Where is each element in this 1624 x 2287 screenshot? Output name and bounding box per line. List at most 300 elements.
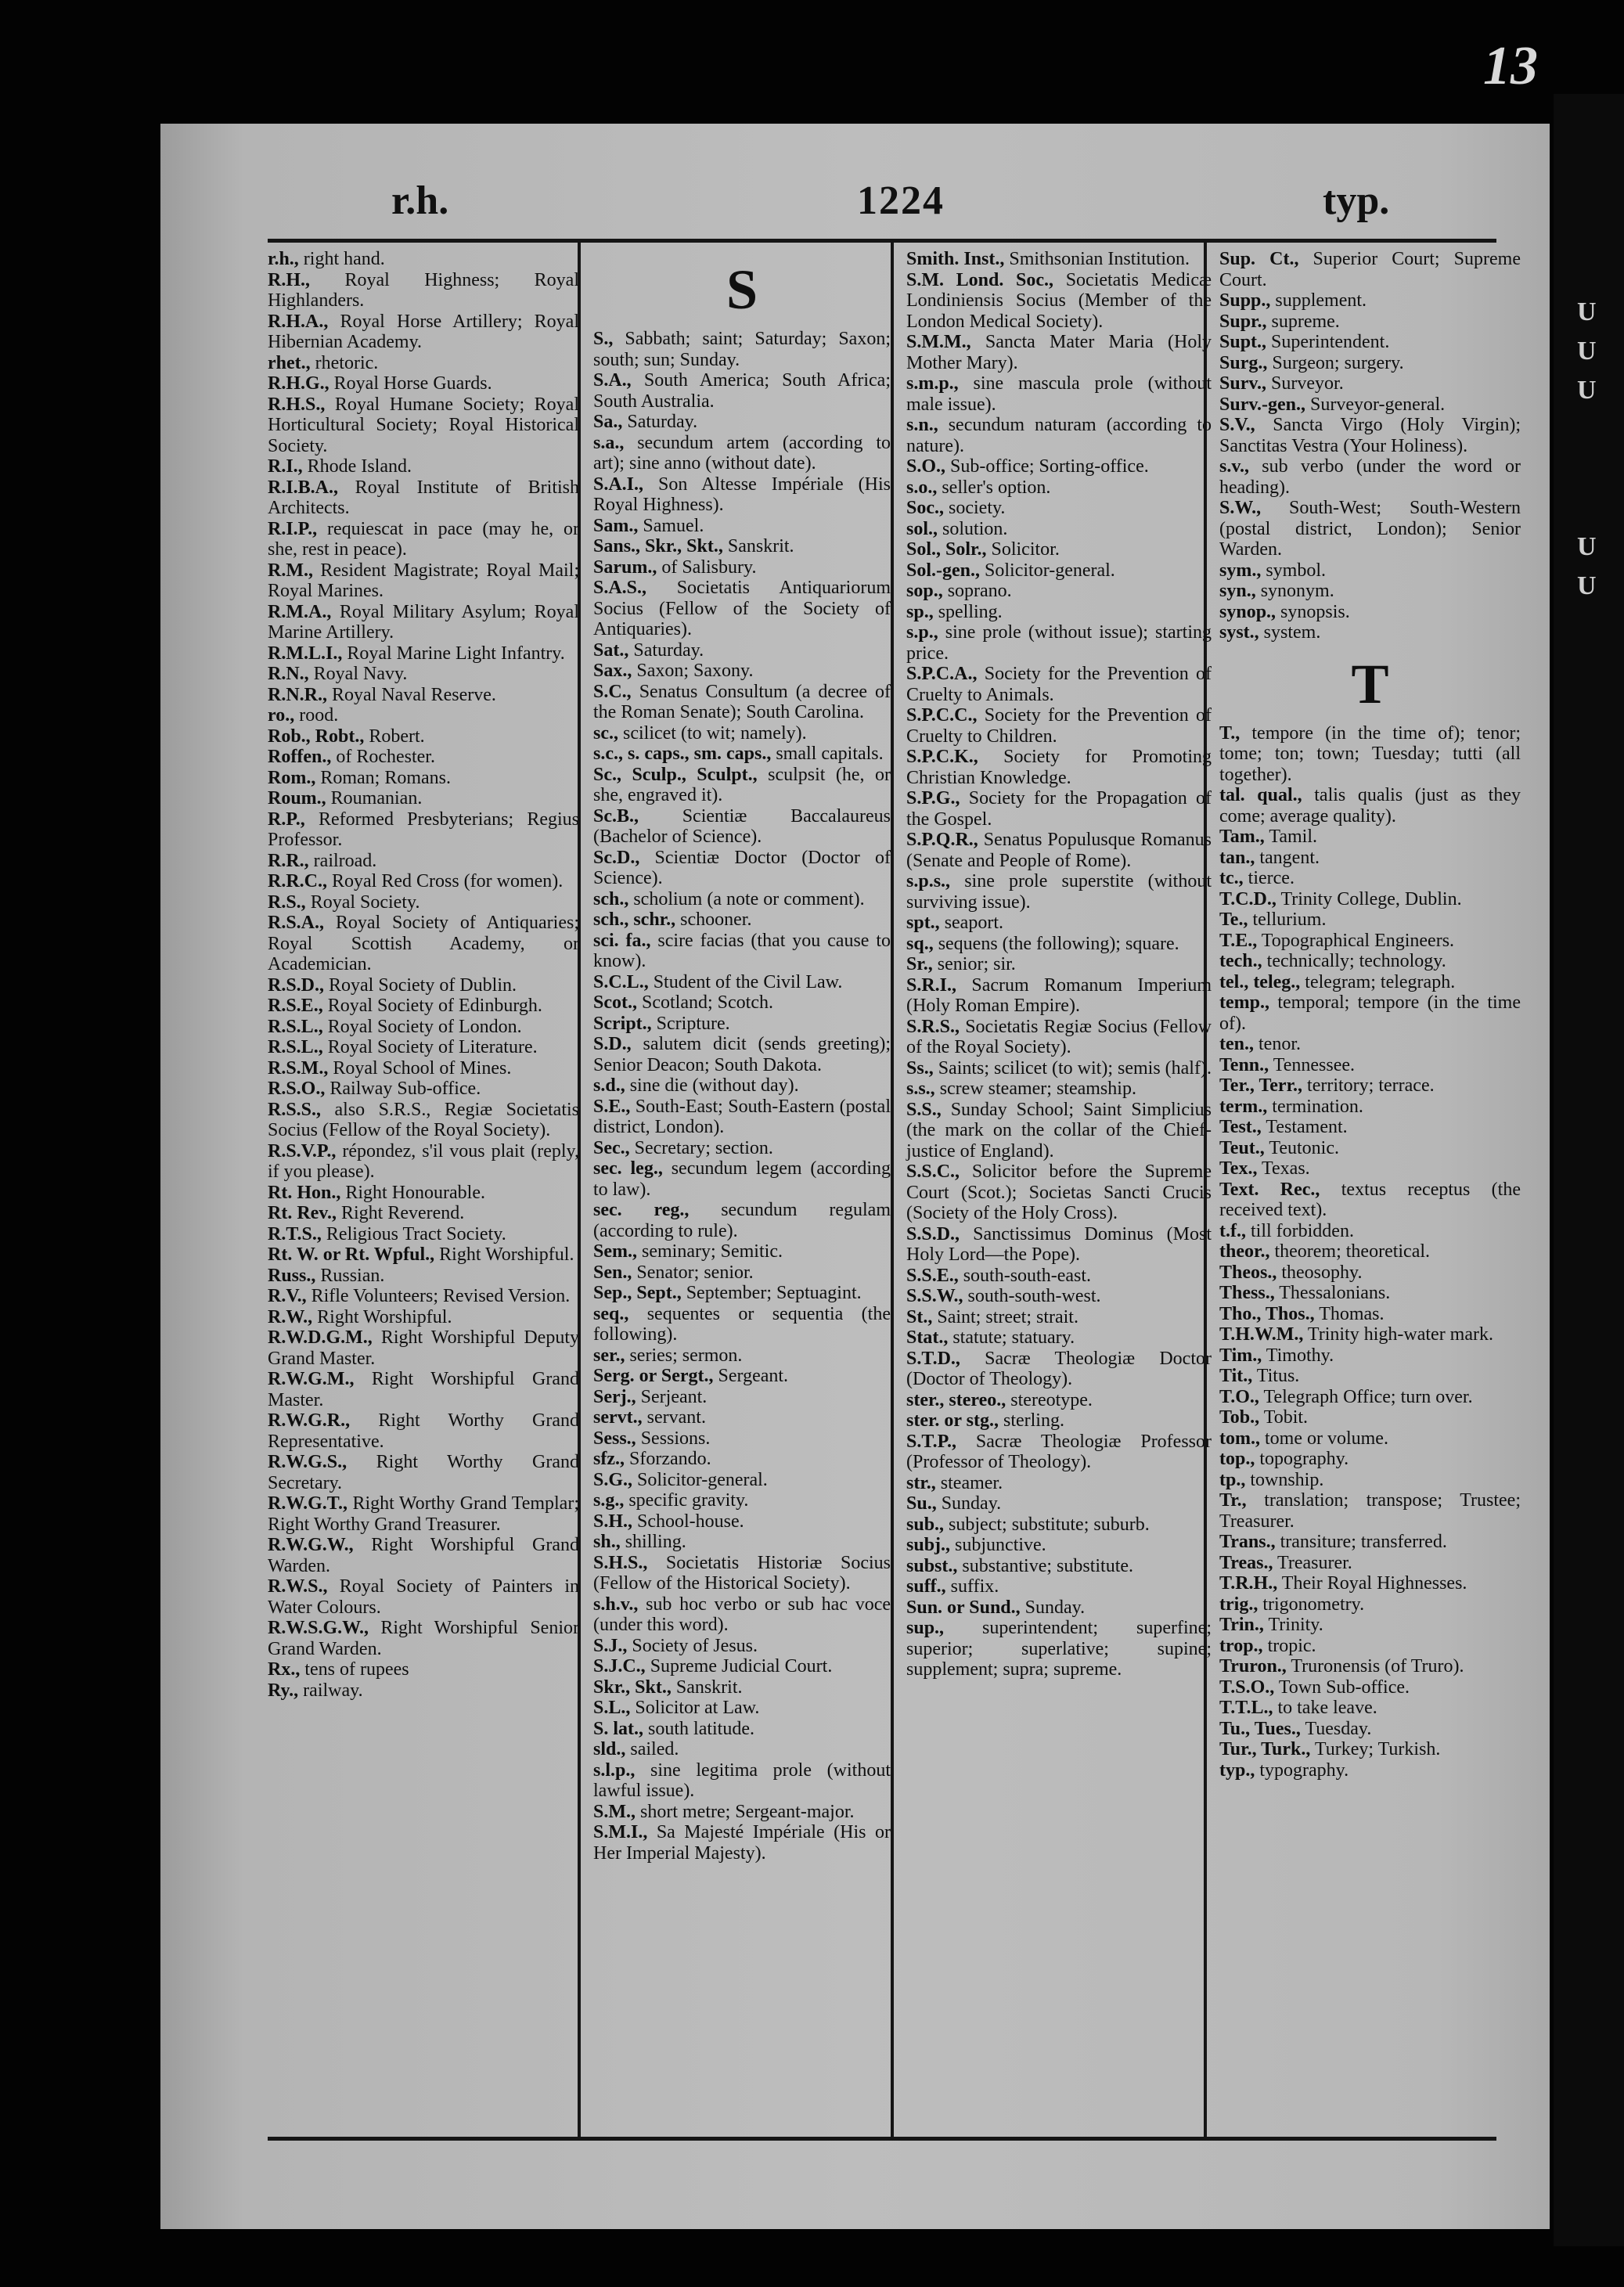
entry-definition: Treasurer.: [1273, 1552, 1352, 1573]
entry-headword: R.S.M.,: [268, 1057, 329, 1079]
entry-headword: St.,: [906, 1306, 933, 1327]
entry-headword: R.S.L.,: [268, 1037, 323, 1057]
entry-headword: S.T.D.,: [906, 1348, 960, 1369]
entry-headword: Truron.,: [1219, 1656, 1287, 1677]
entry-headword: Trans.,: [1219, 1532, 1276, 1552]
dictionary-entry: [268, 871, 579, 892]
entry-definition: schooner.: [675, 909, 752, 930]
entry-definition: sequentes or sequentia (the following).: [593, 1303, 891, 1345]
entry-definition: trigonometry.: [1258, 1594, 1365, 1615]
dictionary-entry: [593, 992, 891, 1014]
entry-definition: Roumanian.: [326, 788, 423, 809]
entry-headword: R.R.C.,: [268, 871, 327, 891]
entry-definition: Right Worshipful.: [312, 1306, 452, 1327]
entry-definition: Surgeon; surgery.: [1267, 352, 1404, 373]
entry-headword: R.S.L.,: [268, 1016, 323, 1037]
entry-definition: seller's option.: [937, 477, 1051, 498]
entry-definition: Right Reverend.: [336, 1203, 465, 1223]
dictionary-entry: [593, 1034, 891, 1075]
dictionary-entry: [906, 1493, 1212, 1514]
edge-letter: U: [1577, 571, 1597, 600]
dictionary-entry: [593, 1822, 891, 1864]
dictionary-entry: [268, 270, 579, 312]
entry-definition: soprano.: [942, 581, 1012, 601]
entry-definition: Societatis Regiæ Socius (Fellow of the Royal Society).: [906, 1016, 1212, 1057]
entry-headword: S.C.,: [593, 681, 632, 702]
dictionary-entry: [593, 433, 891, 474]
dictionary-entry: [593, 1387, 891, 1408]
dictionary-entry: [906, 705, 1212, 747]
entry-headword: S.J.C.,: [593, 1656, 646, 1677]
entry-definition: rood.: [294, 705, 339, 726]
entry-definition: substantive; substitute.: [957, 1555, 1134, 1576]
dictionary-entry: [906, 519, 1212, 540]
entry-definition: Town Sub-office.: [1274, 1677, 1410, 1698]
entry-headword: Tho., Thos.,: [1219, 1303, 1315, 1324]
dictionary-entry: [906, 539, 1212, 560]
dictionary-entry: [1219, 1117, 1521, 1138]
dictionary-entry: [1219, 931, 1521, 952]
entry-headword: S.S.,: [906, 1099, 942, 1120]
entry-definition: Thessalonians.: [1274, 1283, 1391, 1303]
edge-letter: U: [1577, 337, 1597, 366]
entry-definition: Scientiæ Doctor (Doctor of Science).: [593, 847, 891, 888]
dictionary-entry: [906, 1327, 1212, 1349]
entry-headword: S.G.,: [593, 1469, 633, 1490]
entry-definition: sine die (without day).: [625, 1075, 799, 1096]
dictionary-entry: [1219, 1304, 1521, 1325]
entry-definition: Saturday.: [622, 412, 698, 432]
entry-definition: Solicitor.: [986, 539, 1060, 560]
dictionary-entry: [1219, 1387, 1521, 1408]
entry-definition: telegram; telegraph.: [1300, 971, 1456, 992]
entry-definition: Trinity high-water mark.: [1303, 1324, 1493, 1345]
entry-headword: Sun. or Sund.,: [906, 1597, 1021, 1618]
entry-definition: Scientiæ Baccalaureus (Bachelor of Science).: [593, 805, 891, 847]
dictionary-entry: [906, 1410, 1212, 1432]
entry-definition: Sub-office; Sorting-office.: [945, 456, 1149, 477]
dictionary-entry: [268, 1410, 579, 1452]
entry-definition: Right Worshipful Deputy Grand Master.: [268, 1327, 579, 1369]
entry-definition: Superior Court; Supreme Court.: [1219, 249, 1521, 290]
dictionary-entry: [906, 1556, 1212, 1577]
entry-definition: short metre; Sergeant-major.: [636, 1801, 855, 1822]
entry-definition: Royal Society of Antiquaries; Royal Scottish Academy, or Academician.: [268, 913, 579, 974]
dictionary-entry: [268, 1286, 579, 1307]
dictionary-entry: [268, 1100, 579, 1141]
entry-definition: Telegraph Office; turn over.: [1259, 1386, 1473, 1407]
header-right-guideword: typ.: [1323, 178, 1390, 223]
dictionary-entry: [268, 768, 579, 789]
entry-definition: Titus.: [1252, 1366, 1300, 1386]
entry-definition: Truronensis (of Truro).: [1286, 1656, 1464, 1677]
entry-headword: s.m.p.,: [906, 373, 959, 394]
dictionary-entry: [906, 1432, 1212, 1473]
entry-headword: Rt. Rev.,: [268, 1203, 337, 1223]
entry-definition: Right Worshipful Senior Grand Warden.: [268, 1618, 579, 1659]
entry-headword: s.a.,: [593, 432, 625, 453]
entry-headword: rhet.,: [268, 352, 311, 373]
entry-definition: Royal Red Cross (for women).: [327, 871, 564, 891]
entry-definition: screw steamer; steamship.: [934, 1079, 1136, 1099]
entry-definition: Resident Magistrate; Royal Mail; Royal Marines.: [268, 560, 579, 601]
dictionary-entry: [593, 1262, 891, 1284]
entry-definition: Supreme Judicial Court.: [645, 1656, 833, 1677]
entry-headword: S.H.S.,: [593, 1552, 648, 1573]
entry-headword: R.V.,: [268, 1286, 307, 1306]
edge-letter: U: [1577, 376, 1597, 405]
entry-headword: Sr.,: [906, 954, 933, 974]
dictionary-entry: [268, 1244, 579, 1266]
dictionary-entry: [906, 1576, 1212, 1597]
entry-headword: Tr.,: [1219, 1490, 1247, 1511]
entry-definition: Royal Society of Edinburgh.: [322, 996, 542, 1016]
entry-headword: ten.,: [1219, 1034, 1254, 1054]
entry-headword: Sem.,: [593, 1241, 637, 1262]
entry-definition: Sunday.: [1020, 1597, 1086, 1618]
dictionary-entry: [268, 664, 579, 685]
dictionary-entry: [593, 1428, 891, 1450]
entry-headword: R.R.,: [268, 850, 309, 871]
dictionary-entry: [268, 477, 579, 519]
entry-headword: Supp.,: [1219, 290, 1271, 311]
entry-headword: S.T.P.,: [906, 1431, 957, 1452]
dictionary-entry: [1219, 1055, 1521, 1076]
dictionary-entry: [906, 788, 1212, 830]
entry-headword: Stat.,: [906, 1327, 949, 1348]
entry-definition: sequens (the following); square.: [933, 933, 1179, 954]
entry-headword: S.,: [593, 329, 614, 349]
dictionary-entry: [906, 1473, 1212, 1494]
dictionary-entry: [268, 685, 579, 706]
entry-headword: R.S.S.,: [268, 1099, 322, 1120]
entry-definition: to take leave.: [1273, 1698, 1377, 1718]
column-2: [593, 249, 891, 1864]
entry-headword: R.H.,: [268, 269, 310, 290]
entry-definition: translation; transpose; Trustee; Treasurer.: [1219, 1490, 1521, 1532]
dictionary-entry: [906, 477, 1212, 499]
entry-definition: Society for Promoting Christian Knowledge.: [906, 747, 1212, 788]
entry-headword: Sec.,: [593, 1137, 630, 1158]
entry-headword: Rob., Robt.,: [268, 726, 365, 747]
dictionary-entry: [593, 1656, 891, 1677]
entry-headword: Soc.,: [906, 498, 944, 518]
dictionary-entry: [268, 1203, 579, 1224]
entry-definition: sub hoc verbo or sub hac voce (under this word).: [593, 1594, 891, 1635]
dictionary-entry: [268, 1452, 579, 1493]
dictionary-entry: [1219, 560, 1521, 582]
entry-headword: theor.,: [1219, 1241, 1270, 1262]
dictionary-entry: [906, 456, 1212, 477]
entry-definition: scholium (a note or comment).: [628, 888, 865, 909]
column-3: [906, 249, 1212, 1680]
entry-definition: railroad.: [308, 850, 377, 871]
dictionary-entry: [268, 788, 579, 809]
entry-definition: Sanskrit.: [671, 1677, 743, 1698]
dictionary-entry: [906, 975, 1212, 1017]
entry-definition: Royal Society of London.: [322, 1016, 522, 1037]
entry-definition: Senator; senior.: [632, 1262, 754, 1283]
entry-headword: Sup. Ct.,: [1219, 249, 1299, 269]
entry-headword: R.T.S.,: [268, 1223, 322, 1244]
entry-definition: Sacrum Romanum Imperium (Holy Roman Empire).: [906, 974, 1212, 1016]
dictionary-entry: [1219, 1324, 1521, 1345]
entry-definition: Societatis Medicæ Londiniensis Socius (Member of the London Medical Society).: [906, 269, 1212, 332]
entry-headword: R.W.G.R.,: [268, 1410, 351, 1431]
corner-mark: 13: [1483, 36, 1538, 96]
entry-definition: sailed.: [625, 1739, 679, 1759]
entry-headword: S. lat.,: [593, 1718, 644, 1739]
column-4: [1219, 249, 1521, 1781]
column-1: [268, 249, 579, 1701]
dictionary-entry: [906, 498, 1212, 519]
entry-headword: sch.,: [593, 888, 629, 909]
entry-headword: tan.,: [1219, 847, 1255, 868]
entry-definition: Solicitor before the Supreme Court (Scot.); Societas Sancti Crucis (Society of the Holy Cross).: [906, 1162, 1212, 1223]
entry-definition: sine prole (without issue); starting price.: [906, 622, 1212, 664]
dictionary-entry: [593, 1532, 891, 1553]
entry-headword: Tex.,: [1219, 1158, 1258, 1179]
entry-definition: secundum naturam (according to nature).: [906, 415, 1212, 456]
dictionary-entry: [268, 643, 579, 664]
dictionary-entry: [906, 270, 1212, 333]
entry-definition: supreme.: [1266, 311, 1340, 332]
dictionary-entry: [1219, 456, 1521, 498]
dictionary-entry: [268, 249, 579, 270]
dictionary-entry: [268, 975, 579, 996]
entry-headword: T.S.O.,: [1219, 1677, 1275, 1698]
entry-definition: secundum regulam (according to rule).: [593, 1200, 891, 1241]
dictionary-entry: [1219, 1262, 1521, 1284]
entry-definition: Secretary; section.: [629, 1137, 773, 1158]
dictionary-entry: [593, 1345, 891, 1367]
dictionary-entry: [593, 1241, 891, 1262]
dictionary-entry: [593, 1698, 891, 1719]
entry-headword: subst.,: [906, 1555, 958, 1576]
entry-definition: Russian.: [315, 1265, 385, 1286]
entry-definition: Societatis Antiquariorum Socius (Fellow of the Society of Antiquaries).: [593, 578, 891, 639]
dictionary-entry: [1219, 909, 1521, 931]
entry-headword: R.H.G.,: [268, 373, 329, 394]
entry-headword: Surv.-gen.,: [1219, 394, 1306, 415]
entry-definition: tens of rupees: [300, 1659, 409, 1680]
dictionary-entry: [906, 1514, 1212, 1536]
entry-headword: R.W.G.T.,: [268, 1493, 348, 1514]
footer-rule: [268, 2137, 1496, 2141]
dictionary-entry: [268, 705, 579, 726]
dictionary-entry: [1219, 1677, 1521, 1698]
dictionary-entry: [1219, 848, 1521, 869]
entry-definition: sine legitima prole (without lawful issue).: [593, 1759, 891, 1801]
entry-definition: Religious Tract Society.: [321, 1223, 506, 1244]
entry-headword: sfz.,: [593, 1449, 625, 1469]
dictionary-entry: [593, 1553, 891, 1594]
entry-definition: Tennessee.: [1269, 1054, 1355, 1075]
entry-headword: R.M.A.,: [268, 601, 332, 622]
entry-headword: R.P.,: [268, 809, 305, 830]
entry-definition: Royal Society.: [305, 891, 420, 913]
entry-definition: Right Worthy Grand Templar; Right Worthy Grand Treasurer.: [268, 1493, 579, 1535]
entry-headword: Sol.-gen.,: [906, 560, 981, 581]
entry-headword: Supt.,: [1219, 332, 1267, 352]
entry-definition: Sergeant.: [713, 1366, 789, 1386]
dictionary-entry: [906, 747, 1212, 788]
entry-headword: Sol., Solr.,: [906, 539, 987, 560]
entry-definition: right hand.: [298, 249, 385, 269]
entry-definition: territory; terrace.: [1302, 1075, 1435, 1096]
dictionary-entry: [593, 1470, 891, 1491]
dictionary-entry: [1219, 1532, 1521, 1553]
entry-definition: Superintendent.: [1266, 332, 1390, 352]
entry-headword: Smith. Inst.,: [906, 249, 1005, 269]
dictionary-entry: [906, 1100, 1212, 1162]
dictionary-entry: [268, 1576, 579, 1618]
entry-definition: Solicitor-general.: [632, 1469, 768, 1490]
entry-definition: Society of Jesus.: [627, 1635, 758, 1656]
dictionary-entry: [268, 892, 579, 913]
dictionary-entry: [268, 456, 579, 477]
dictionary-entry: [268, 1266, 579, 1287]
entry-headword: Thess.,: [1219, 1283, 1275, 1303]
entry-headword: R.I.B.A.,: [268, 477, 339, 498]
entry-definition: tierce.: [1243, 868, 1295, 888]
entry-headword: Te.,: [1219, 909, 1248, 930]
entry-headword: Sarum.,: [593, 556, 657, 578]
entry-headword: R.S.E.,: [268, 996, 323, 1016]
entry-headword: T.O.,: [1219, 1386, 1259, 1407]
dictionary-entry: [1219, 1241, 1521, 1262]
dictionary-entry: [268, 851, 579, 872]
entry-headword: s.d.,: [593, 1075, 625, 1096]
entry-headword: R.W.G.S.,: [268, 1452, 347, 1472]
dictionary-entry: [1219, 868, 1521, 889]
entry-headword: S.D.,: [593, 1034, 632, 1054]
entry-definition: Saturday.: [628, 639, 704, 661]
entry-headword: S.W.,: [1219, 498, 1262, 518]
entry-definition: Sancta Mater Maria (Holy Mother Mary).: [906, 332, 1212, 373]
entry-headword: S.M.M.,: [906, 332, 971, 352]
dictionary-entry: [1219, 1345, 1521, 1367]
entry-definition: till forbidden.: [1245, 1220, 1354, 1241]
entry-definition: theosophy.: [1277, 1262, 1363, 1283]
entry-definition: transiture; transferred.: [1275, 1532, 1447, 1552]
dictionary-entry: [593, 329, 891, 370]
entry-headword: tech.,: [1219, 951, 1262, 971]
entry-headword: sci. fa.,: [593, 930, 651, 951]
edge-letter: U: [1577, 297, 1597, 326]
entry-definition: sculpsit (he, or she, engraved it).: [593, 764, 891, 805]
entry-headword: Rx.,: [268, 1659, 301, 1680]
dictionary-entry: [1219, 1075, 1521, 1097]
dictionary-entry: [1219, 1034, 1521, 1055]
dictionary-entry: [1219, 1366, 1521, 1387]
entry-definition: seminary; Semitic.: [637, 1241, 783, 1262]
dictionary-entry: [268, 1017, 579, 1038]
dictionary-entry: [268, 1493, 579, 1535]
dictionary-entry: [593, 1594, 891, 1636]
entry-headword: S.H.,: [593, 1511, 633, 1532]
entry-definition: Sunday School; Saint Simplicius (the mark on the collar of the Chief-justice of England).: [906, 1099, 1212, 1162]
entry-headword: ster., stereo.,: [906, 1389, 1006, 1410]
dictionary-entry: [268, 1141, 579, 1183]
entry-definition: also S.R.S., Regiæ Societatis Socius (Fellow of the Royal Society).: [268, 1099, 579, 1140]
entry-definition: talis qualis (just as they come; average quality).: [1219, 785, 1521, 827]
entry-definition: Saint; street; strait.: [932, 1306, 1078, 1327]
dictionary-entry: [1219, 723, 1521, 786]
entry-headword: seq.,: [593, 1303, 629, 1324]
entry-headword: R.W.S.G.W.,: [268, 1618, 369, 1638]
entry-headword: spt.,: [906, 913, 940, 933]
entry-definition: Right Worshipful Grand Warden.: [268, 1535, 579, 1576]
dictionary-entry: [906, 581, 1212, 602]
dictionary-entry: [906, 1017, 1212, 1058]
dictionary-entry: [1219, 1553, 1521, 1574]
dictionary-entry: [268, 996, 579, 1017]
entry-headword: str.,: [906, 1472, 936, 1493]
entry-definition: Society for the Prevention of Cruelty to Children.: [906, 705, 1212, 747]
entry-definition: Tobit.: [1259, 1407, 1309, 1428]
dictionary-entry: [593, 640, 891, 661]
dictionary-entry: [593, 744, 891, 765]
entry-headword: ster. or stg.,: [906, 1410, 999, 1431]
entry-headword: sub.,: [906, 1514, 945, 1535]
entry-headword: S.V.,: [1219, 415, 1255, 435]
dictionary-entry: [1219, 394, 1521, 416]
entry-definition: Sacræ Theologiæ Professor (Professor of Theology).: [906, 1431, 1212, 1472]
entry-definition: Sa Majesté Impériale (His or Her Imperial Majesty).: [593, 1822, 891, 1864]
entry-headword: S.E.,: [593, 1096, 631, 1117]
right-page-edge: [1554, 94, 1624, 2246]
dictionary-entry: [593, 1304, 891, 1345]
entry-headword: S.A.I.,: [593, 474, 644, 495]
entry-definition: Scotland; Scotch.: [637, 992, 773, 1013]
entry-headword: Sess.,: [593, 1428, 636, 1449]
dictionary-entry: [1219, 602, 1521, 623]
entry-definition: society.: [944, 498, 1006, 518]
entry-headword: S.M.I.,: [593, 1822, 648, 1842]
dictionary-entry: [593, 1636, 891, 1657]
entry-definition: synopsis.: [1276, 601, 1350, 622]
dictionary-entry: [1219, 1594, 1521, 1615]
entry-definition: Saints; scilicet (to wit); semis (half).: [933, 1057, 1212, 1079]
dictionary-entry: [1219, 373, 1521, 394]
dictionary-entry: [906, 871, 1212, 913]
entry-headword: Scot.,: [593, 992, 637, 1013]
entry-headword: Sep., Sept.,: [593, 1283, 682, 1303]
entry-headword: syn.,: [1219, 581, 1256, 601]
entry-headword: Skr., Skt.,: [593, 1677, 672, 1698]
entry-definition: Royal Highness; Royal Highlanders.: [268, 269, 579, 311]
entry-headword: sol.,: [906, 518, 938, 539]
entry-definition: textus receptus (the received text).: [1219, 1179, 1521, 1220]
entry-definition: technically; technology.: [1262, 951, 1446, 971]
dictionary-entry: [906, 1224, 1212, 1266]
entry-definition: Reformed Presbyterians; Regius Professor.: [268, 809, 579, 850]
dictionary-entry: [593, 1014, 891, 1035]
entry-headword: s.l.p.,: [593, 1759, 636, 1781]
dictionary-entry: [1219, 332, 1521, 353]
entry-headword: t.f.,: [1219, 1220, 1246, 1241]
dictionary-entry: [1219, 498, 1521, 560]
entry-headword: S.S.D.,: [906, 1223, 960, 1244]
dictionary-entry: [906, 373, 1212, 415]
entry-definition: suffix.: [945, 1576, 999, 1597]
edge-letter: U: [1577, 532, 1597, 561]
entry-headword: S.P.Q.R.,: [906, 830, 978, 850]
dictionary-entry: [268, 1307, 579, 1328]
entry-definition: Texas.: [1257, 1158, 1310, 1179]
entry-headword: T.T.L.,: [1219, 1698, 1273, 1718]
